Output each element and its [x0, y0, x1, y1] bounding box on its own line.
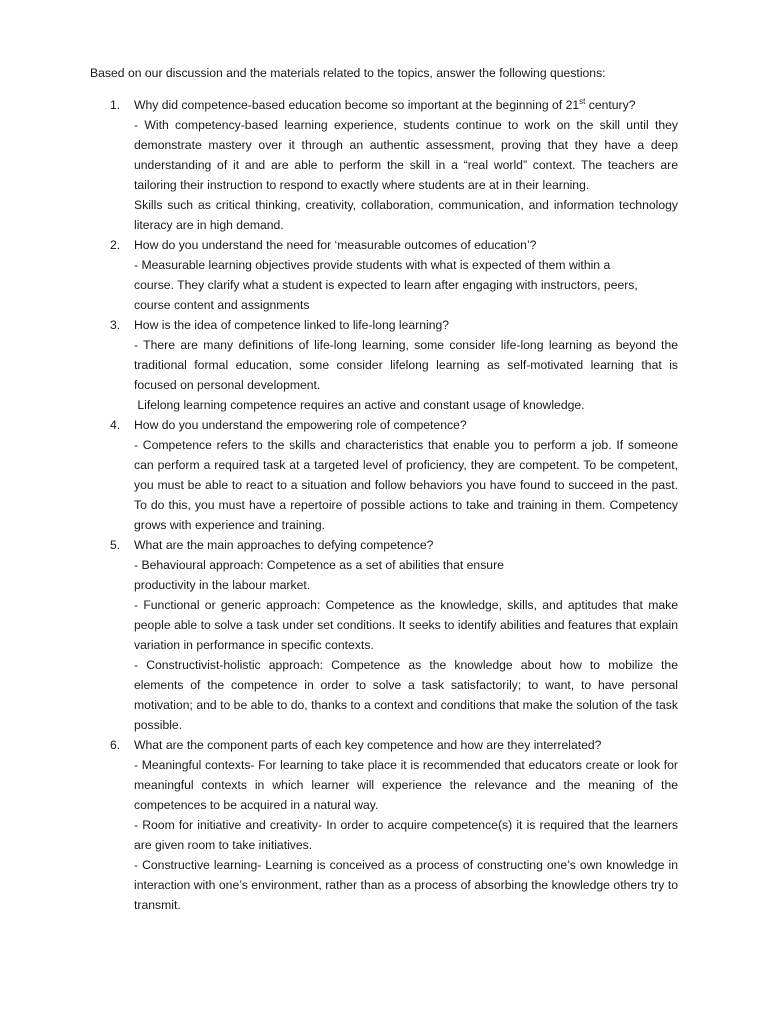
answer-paragraph: Skills such as critical thinking, creativity, collaboration, communication, and information technology literacy are in high demand. [134, 198, 678, 232]
question-text: What are the component parts of each key competence and how are they interrelated? [134, 738, 602, 752]
answer-paragraph: - Functional or generic approach: Competence as the knowledge, skills, and aptitudes that make people able to solve a task under set conditions. It seeks to identify abilities and features that explain variation in performance in specific contexts. [134, 598, 678, 652]
question-item-6 [110, 735, 678, 915]
question-text: Why did competence-based education become so important at the beginning of 21st century? [134, 97, 636, 112]
answer-paragraph: - Meaningful contexts- For learning to take place it is recommended that educators create or look for meaningful contexts in which learner will experience the relevance and the meaning of the competences to be acquired in a natural way. [134, 758, 678, 812]
question-text: How do you understand the empowering role of competence? [134, 418, 467, 432]
question-text: How is the idea of competence linked to life-long learning? [134, 318, 450, 332]
answer-paragraph: - There are many definitions of life-long learning, some consider life-long learning as beyond the traditional formal education, some consider lifelong learning as self-motivated learning that is focused on personal development. [134, 338, 678, 392]
question-list [110, 95, 678, 915]
question-number: 3. [110, 318, 121, 332]
answer-paragraph: course content and assignments [134, 298, 310, 312]
question-item-4 [110, 415, 678, 535]
answer-paragraph: - Behavioural approach: Competence as a set of abilities that ensure [134, 558, 504, 572]
question-number: 2. [110, 238, 121, 252]
question-number: 5. [110, 538, 121, 552]
answer-paragraph: - Room for initiative and creativity- In order to acquire competence(s) it is required that the learners are given room to take initiatives. [134, 818, 678, 852]
question-item-2 [110, 235, 678, 315]
answer-paragraph: - Constructive learning- Learning is conceived as a process of constructing one’s own knowledge in interaction with one’s environment, rather than as a process of absorbing the knowledge others try to transmit. [134, 858, 678, 912]
question-item-1 [110, 95, 678, 235]
answer-paragraph: - Measurable learning objectives provide students with what is expected of them within a [134, 258, 611, 272]
answer-paragraph: - Constructivist-holistic approach: Competence as the knowledge about how to mobilize the elements of the competence in order to solve a task satisfactorily; to want, to have personal motivation; and to be able to do, thanks to a context and conditions that make the solution of the task possible. [134, 658, 678, 732]
answer-paragraph: Lifelong learning competence requires an active and constant usage of knowledge. [134, 398, 585, 412]
question-number: 4. [110, 418, 121, 432]
question-text: What are the main approaches to defying competence? [134, 538, 434, 552]
question-number: 6. [110, 738, 121, 752]
superscript: st [579, 97, 586, 106]
answer-paragraph: - With competency-based learning experience, students continue to work on the skill until they demonstrate mastery over it through an authentic assessment, proving that they have a deep understanding of it and are able to perform the skill in a “real world” context. The teachers are tailoring their instruction to respond to exactly where students are at in their learning. [134, 118, 678, 192]
question-text: How do you understand the need for ‘measurable outcomes of education’? [134, 238, 537, 252]
question-item-3 [110, 315, 678, 415]
answer-paragraph: - Competence refers to the skills and characteristics that enable you to perform a job. If someone can perform a required task at a targeted level of proficiency, they are competent. To be competent, you must be able to react to a situation and follow behaviors you have found to succeed in the past. To do this, you must have a repertoire of possible actions to take and training in them. Competency grows with experience and training. [134, 438, 678, 532]
answer-paragraph: course. They clarify what a student is expected to learn after engaging with instructors, peers, [134, 278, 638, 292]
intro-text: Based on our discussion and the materials related to the topics, answer the following questions: [90, 66, 606, 80]
question-item-5 [110, 535, 678, 735]
answer-paragraph: productivity in the labour market. [134, 578, 311, 592]
question-number: 1. [110, 98, 121, 112]
